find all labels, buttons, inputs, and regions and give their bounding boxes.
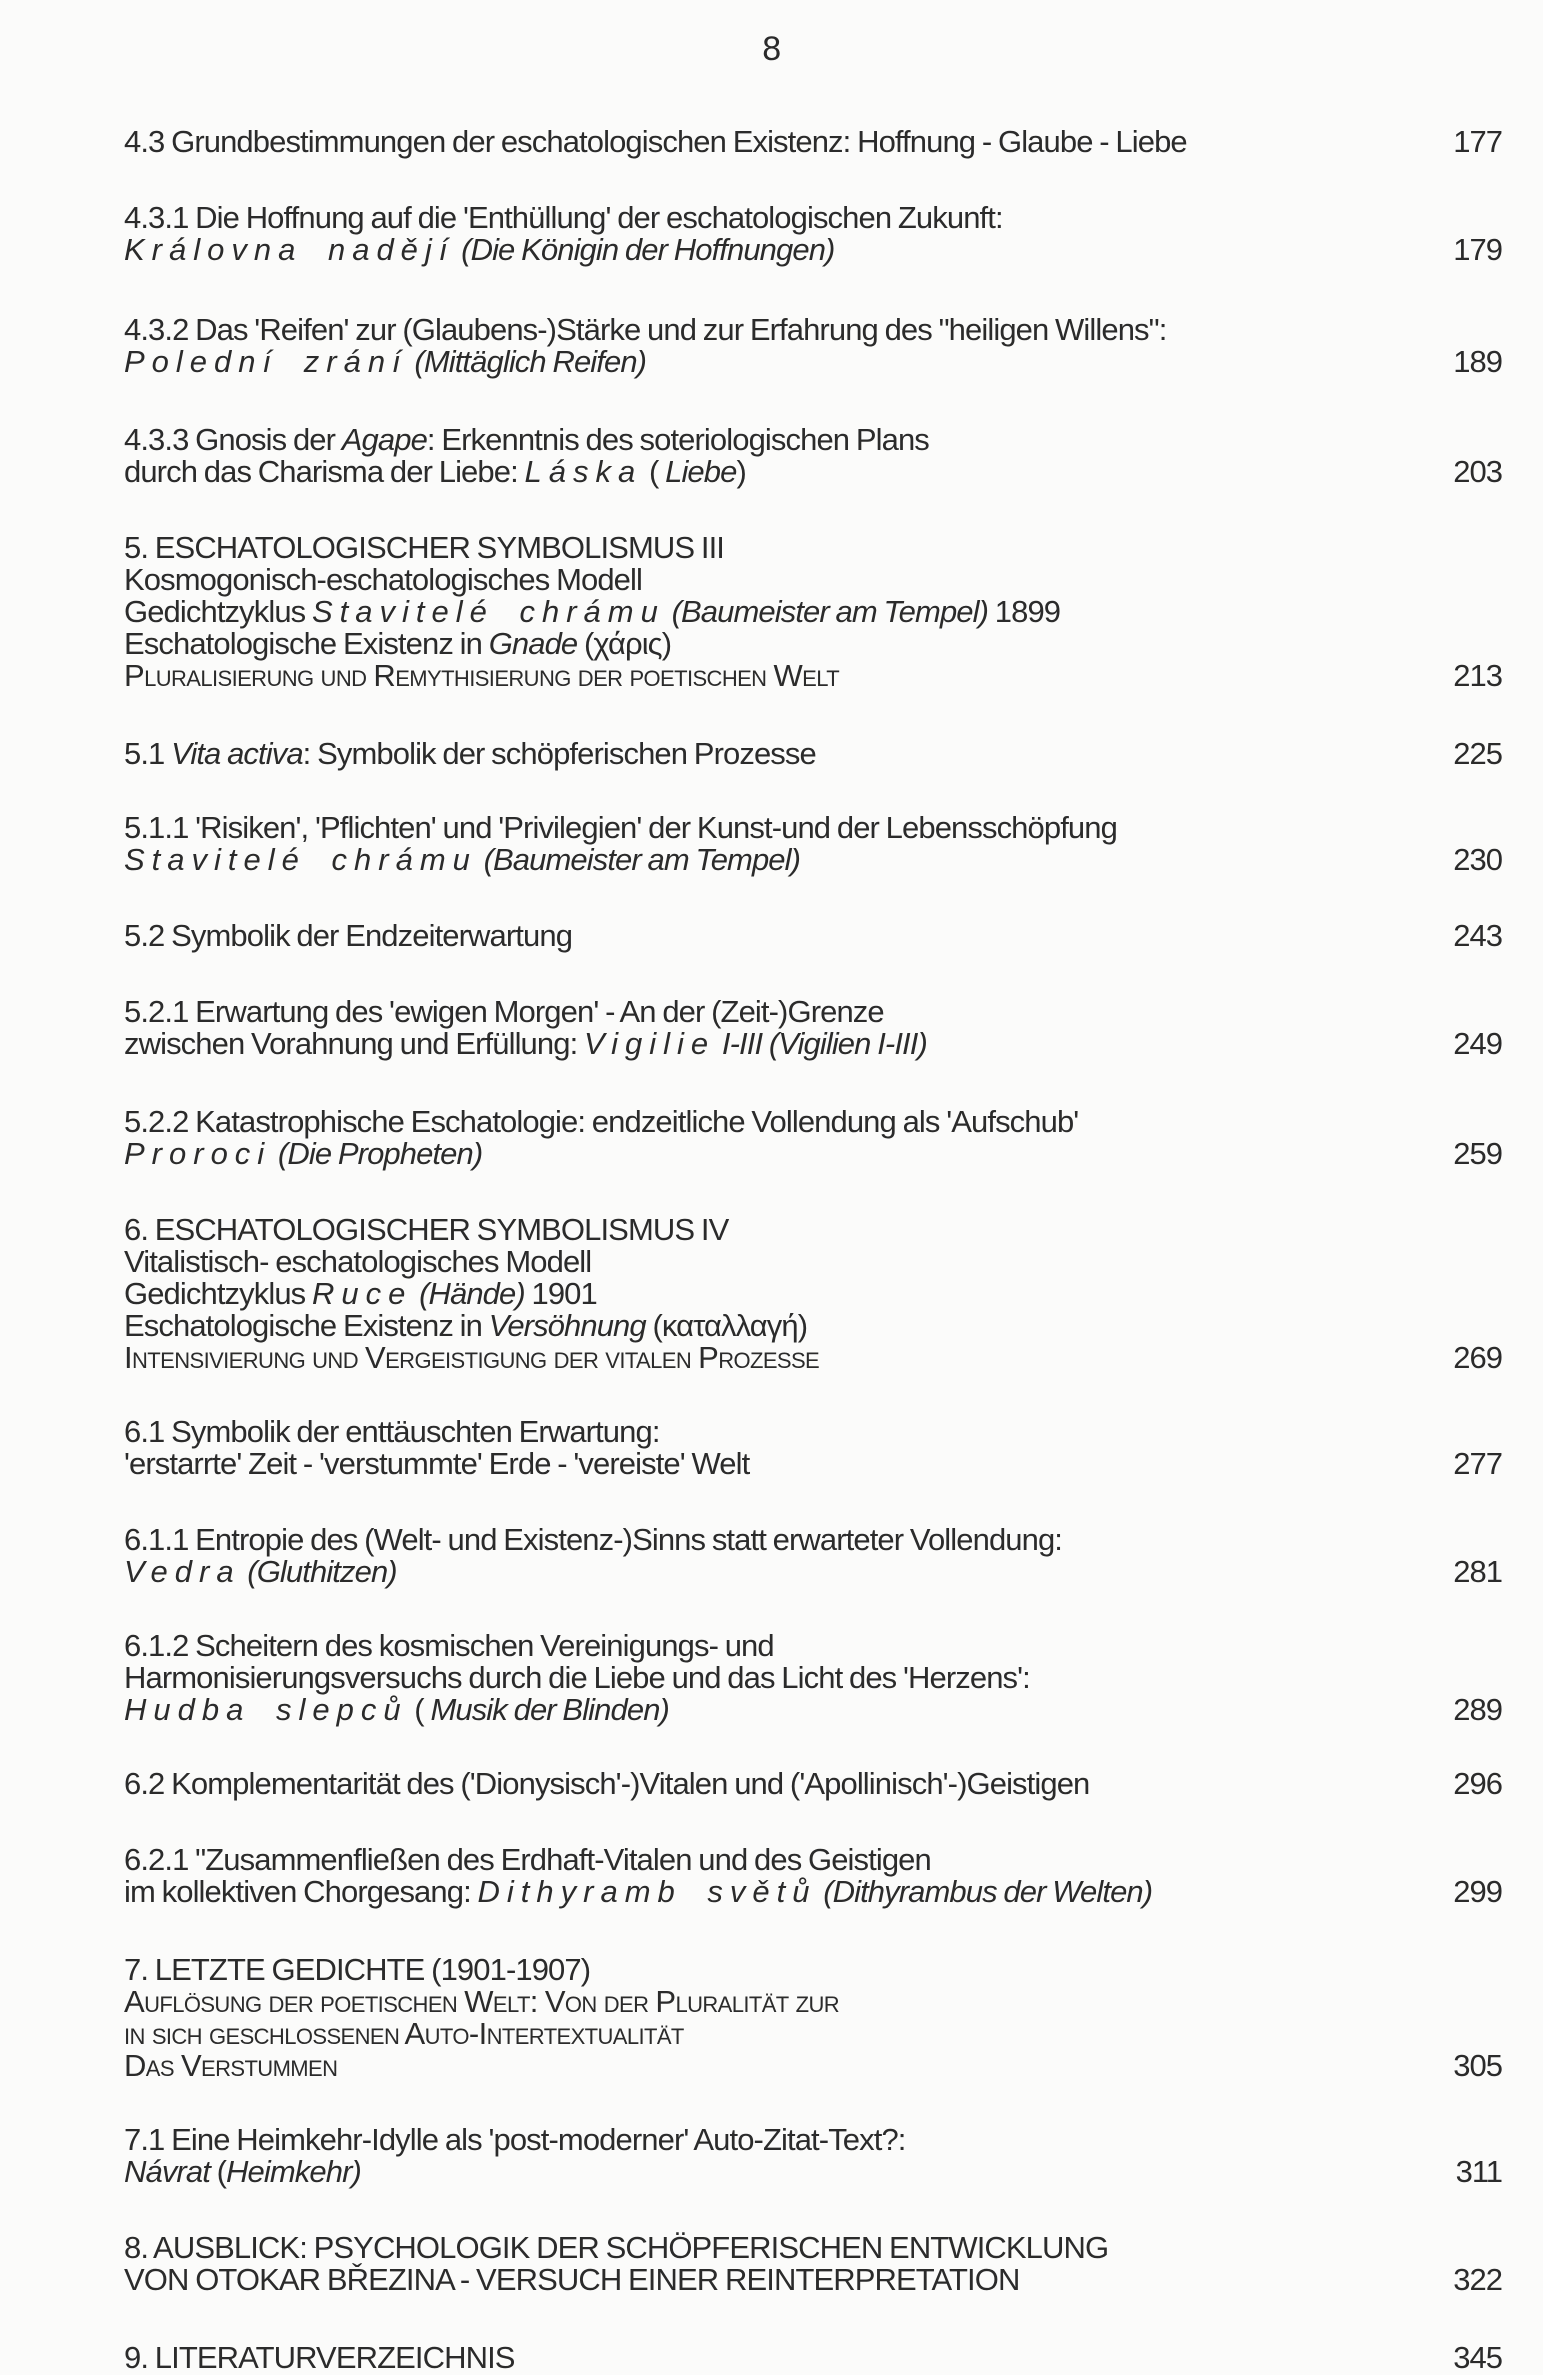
- entry-text: 6.1.1 Entropie des (Welt- und Existenz-)Sinns statt erwarteter Vollendung:: [124, 1522, 1063, 1557]
- entry-text: 8. AUSBLICK: PSYCHOLOGIK DER SCHÖPFERISCHEN ENTWICKLUNG: [124, 2230, 1109, 2265]
- toc-entry-line: [124, 1214, 1502, 1246]
- entry-text: Eschatologische Existenz in: [124, 626, 489, 661]
- entry-text: [715, 1026, 722, 1061]
- toc-entry[interactable]: [124, 812, 1502, 876]
- entry-text: 6.1.2 Scheitern des kosmischen Vereinigungs- und: [124, 1628, 774, 1663]
- toc-page-number: 249: [1453, 1026, 1502, 1061]
- toc-entry-line: [124, 1106, 1502, 1138]
- entry-text: 1899: [988, 594, 1061, 629]
- entry-text: Kosmogonisch-eschatologisches Modell: [124, 562, 643, 597]
- toc-entry-line: [124, 564, 1502, 596]
- toc-entry-line: [124, 1844, 1502, 1876]
- italic-text: Návrat: [124, 2154, 210, 2189]
- toc-page-number: 299: [1453, 1874, 1502, 1909]
- toc-entry-line: [124, 1876, 1502, 1908]
- toc-entry-line: [124, 532, 1502, 564]
- entry-text: : Erkenntnis des soteriologischen Plans: [426, 422, 929, 457]
- toc-entry[interactable]: [124, 1416, 1502, 1480]
- toc-page-number: 305: [1453, 2048, 1502, 2083]
- toc-entry-line: [124, 1416, 1502, 1448]
- toc-entry-line: [124, 1310, 1502, 1342]
- toc-entry-line: [124, 2342, 1502, 2374]
- toc-entry[interactable]: [124, 1524, 1502, 1588]
- entry-text: zwischen Vorahnung und Erfüllung:: [124, 1026, 585, 1061]
- entry-text: [271, 1136, 278, 1171]
- entry-text: 5.1: [124, 736, 172, 771]
- toc-entry[interactable]: [124, 920, 1502, 952]
- entry-text: VON OTOKAR BŘEZINA - VERSUCH EINER REINTERPRETATION: [124, 2262, 1020, 2297]
- entry-text: 5.2.1 Erwartung des 'ewigen Morgen' - An der (Zeit-)Grenze: [124, 994, 884, 1029]
- toc-entry-line: [124, 628, 1502, 660]
- entry-text: 5. ESCHATOLOGISCHER SYMBOLISMUS III: [124, 530, 725, 565]
- toc-entry-line: [124, 234, 1502, 266]
- entry-text: (: [209, 2154, 227, 2189]
- italic-text: (Die Königin der Hoffnungen): [461, 232, 835, 267]
- entry-text: 5.2.2 Katastrophische Eschatologie: endzeitliche Vollendung als 'Aufschub': [124, 1104, 1079, 1139]
- entry-text: Gedichtzyklus: [124, 1276, 312, 1311]
- italic-text: (Baumeister am Tempel): [483, 842, 801, 877]
- toc-page-number: 311: [1455, 2154, 1502, 2189]
- toc-entry-line: [124, 2124, 1502, 2156]
- toc-entry[interactable]: [124, 1844, 1502, 1908]
- toc-entry-line: [124, 1246, 1502, 1278]
- italic-text: Agape: [341, 422, 427, 457]
- toc-entry-line: [124, 2264, 1502, 2296]
- czech-title: Stavitelé chrámu: [311, 594, 665, 629]
- toc-entry[interactable]: [124, 126, 1502, 158]
- toc-entry-line: [124, 456, 1502, 488]
- toc-entry-line: [124, 1768, 1502, 1800]
- italic-text: (Hände): [419, 1276, 525, 1311]
- entry-text: 6.1 Symbolik der enttäuschten Erwartung:: [124, 1414, 660, 1449]
- toc-entry-line: [124, 596, 1502, 628]
- page-number: 8: [762, 30, 781, 68]
- czech-title: Proroci: [124, 1136, 272, 1171]
- italic-text: Versöhnung: [488, 1308, 646, 1343]
- entry-text: durch das Charisma der Liebe:: [124, 454, 525, 489]
- italic-text: Gnade: [488, 626, 578, 661]
- toc-page-number: 269: [1453, 1340, 1502, 1375]
- toc-entry-line: [124, 920, 1502, 952]
- italic-text: (Dithyrambus der Welten): [823, 1874, 1153, 1909]
- toc-entry-line: [124, 844, 1502, 876]
- toc-entry[interactable]: [124, 1954, 1502, 2082]
- entry-text: 6. ESCHATOLOGISCHER SYMBOLISMUS IV: [124, 1212, 729, 1247]
- entry-text: Eschatologische Existenz in: [124, 1308, 489, 1343]
- entry-text: [665, 594, 672, 629]
- toc-entry-line: [124, 2050, 1502, 2082]
- toc-entry-line: [124, 1524, 1502, 1556]
- toc-entry-line: [124, 202, 1502, 234]
- toc-entry-line: [124, 424, 1502, 456]
- small-caps-subtitle: Das Verstummen: [124, 2048, 338, 2083]
- czech-title: Vigilie: [584, 1026, 716, 1061]
- toc-entry-line: [124, 2232, 1502, 2264]
- italic-text: (Mittäglich Reifen): [414, 344, 647, 379]
- toc-entry-line: [124, 1986, 1502, 2018]
- toc-page-number: 230: [1453, 842, 1502, 877]
- entry-text: im kollektiven Chorgesang:: [124, 1874, 478, 1909]
- toc-entry-line: [124, 1630, 1502, 1662]
- toc-entry-line: [124, 2018, 1502, 2050]
- toc-page-number: 281: [1453, 1554, 1502, 1589]
- toc-entry-line: [124, 1694, 1502, 1726]
- toc-page-number: 296: [1453, 1766, 1502, 1801]
- toc-entry-line: [124, 1556, 1502, 1588]
- entry-text: : Symbolik der schöpferischen Prozesse: [302, 736, 816, 771]
- czech-title: Stavitelé chrámu: [124, 842, 477, 877]
- toc-entry[interactable]: [124, 996, 1502, 1060]
- entry-text: (: [407, 1692, 431, 1727]
- italic-text: (Baumeister am Tempel): [671, 594, 989, 629]
- entry-text: 7. LETZTE GEDICHTE (1901-1907): [124, 1952, 591, 1987]
- entry-text: (καταλλαγή): [645, 1308, 808, 1343]
- entry-text: 1901: [524, 1276, 597, 1311]
- italic-text: Heimkehr): [226, 2154, 361, 2189]
- entry-text: 9. LITERATURVERZEICHNIS: [124, 2340, 515, 2375]
- small-caps-subtitle: Intensivierung und Vergeistigung der vitalen Prozesse: [124, 1340, 820, 1375]
- czech-title: Královna nadějí: [124, 232, 455, 267]
- entry-text: 4.3 Grundbestimmungen der eschatologischen Existenz: Hoffnung - Glaube - Liebe: [124, 124, 1187, 159]
- toc-entry[interactable]: [124, 2124, 1502, 2188]
- entry-text: 6.2 Komplementarität des ('Dionysisch'-)Vitalen und ('Apollinisch'-)Geistigen: [124, 1766, 1090, 1801]
- italic-text: (Die Propheten): [277, 1136, 483, 1171]
- toc-page-number: 259: [1453, 1136, 1502, 1171]
- small-caps-subtitle: Pluralisierung und Remythisierung der poetischen Welt: [124, 658, 840, 693]
- toc-page-number: 213: [1453, 658, 1502, 693]
- toc-entry[interactable]: [124, 738, 1502, 770]
- entry-text: 5.2 Symbolik der Endzeiterwartung: [124, 918, 573, 953]
- toc-entry[interactable]: [124, 2342, 1502, 2374]
- toc-entry-line: [124, 660, 1502, 692]
- italic-text: (Gluthitzen): [247, 1554, 397, 1589]
- toc-entry[interactable]: [124, 532, 1502, 692]
- entry-text: 4.3.1 Die Hoffnung auf die 'Enthüllung' der eschatologischen Zukunft:: [124, 200, 1003, 235]
- toc-entry-line: [124, 812, 1502, 844]
- toc-entry-line: [124, 1448, 1502, 1480]
- toc-entry-line: [124, 1028, 1502, 1060]
- entry-text: 4.3.2 Das 'Reifen' zur (Glaubens-)Stärke und zur Erfahrung des "heiligen Willens":: [124, 312, 1167, 347]
- toc-page-number: 189: [1453, 344, 1502, 379]
- toc-entry-line: [124, 1342, 1502, 1374]
- toc-page-number: 322: [1453, 2262, 1502, 2297]
- toc-entry[interactable]: [124, 202, 1502, 266]
- toc-page-number: 277: [1453, 1446, 1502, 1481]
- toc-entry[interactable]: [124, 1214, 1502, 1374]
- italic-text: Musik der Blinden): [430, 1692, 669, 1727]
- entry-text: Harmonisierungsversuchs durch die Liebe und das Licht des 'Herzens':: [124, 1660, 1030, 1695]
- toc-entry[interactable]: [124, 1106, 1502, 1170]
- toc-page-number: 177: [1453, 124, 1502, 159]
- czech-title: Vedra: [124, 1554, 241, 1589]
- italic-text: Liebe: [665, 454, 737, 489]
- entry-text: (χάρις): [577, 626, 672, 661]
- entry-text: (: [642, 454, 666, 489]
- toc-entry[interactable]: [124, 1630, 1502, 1726]
- toc-entry-line: [124, 996, 1502, 1028]
- toc-page-number: 345: [1453, 2340, 1502, 2375]
- entry-text: 7.1 Eine Heimkehr-Idylle als 'post-moderner' Auto-Zitat-Text?:: [124, 2122, 906, 2157]
- entry-text: Gedichtzyklus: [124, 594, 312, 629]
- entry-text: 5.1.1 'Risiken', 'Pflichten' und 'Privilegien' der Kunst-und der Lebensschöpfung: [124, 810, 1117, 845]
- toc-entry-line: [124, 1954, 1502, 1986]
- entry-text: ): [736, 454, 746, 489]
- toc-entry-line: [124, 314, 1502, 346]
- toc-entry-line: [124, 1278, 1502, 1310]
- toc-page-number: 179: [1453, 232, 1502, 267]
- toc-entry[interactable]: [124, 424, 1502, 488]
- czech-title: Polední zrání: [124, 344, 408, 379]
- entry-text: Vitalistisch- eschatologisches Modell: [124, 1244, 592, 1279]
- small-caps-subtitle: in sich geschlossenen Auto-Intertextualität: [124, 2016, 684, 2051]
- italic-text: Vita activa: [171, 736, 303, 771]
- italic-text: I-III (Vigilien I-III): [721, 1026, 927, 1061]
- toc-entry[interactable]: [124, 2232, 1502, 2296]
- toc-entry[interactable]: [124, 314, 1502, 378]
- toc-entry[interactable]: [124, 1768, 1502, 1800]
- toc-entry-line: [124, 738, 1502, 770]
- toc-page-number: 225: [1453, 736, 1502, 771]
- entry-text: [477, 842, 484, 877]
- entry-text: 4.3.3 Gnosis der: [124, 422, 342, 457]
- toc-entry-line: [124, 1138, 1502, 1170]
- toc-page-number: 289: [1453, 1692, 1502, 1727]
- entry-text: 6.2.1 "Zusammenfließen des Erdhaft-Vitalen und des Geistigen: [124, 1842, 931, 1877]
- small-caps-subtitle: Auflösung der poetischen Welt: Von der Pluralität zur: [124, 1984, 840, 2019]
- czech-title: Hudba slepců: [124, 1692, 408, 1727]
- entry-text: 'erstarrte' Zeit - 'verstummte' Erde - 'vereiste' Welt: [124, 1446, 750, 1481]
- czech-title: Dithyramb světů: [477, 1874, 817, 1909]
- czech-title: Ruce: [311, 1276, 413, 1311]
- toc-entry-line: [124, 1662, 1502, 1694]
- toc-entry-line: [124, 126, 1502, 158]
- toc-entry-line: [124, 346, 1502, 378]
- toc-page-number: 203: [1453, 454, 1502, 489]
- czech-title: Láska: [524, 454, 643, 489]
- toc-entry-line: [124, 2156, 1502, 2188]
- table-of-contents: [124, 82, 1502, 2374]
- toc-page-number: 243: [1453, 918, 1502, 953]
